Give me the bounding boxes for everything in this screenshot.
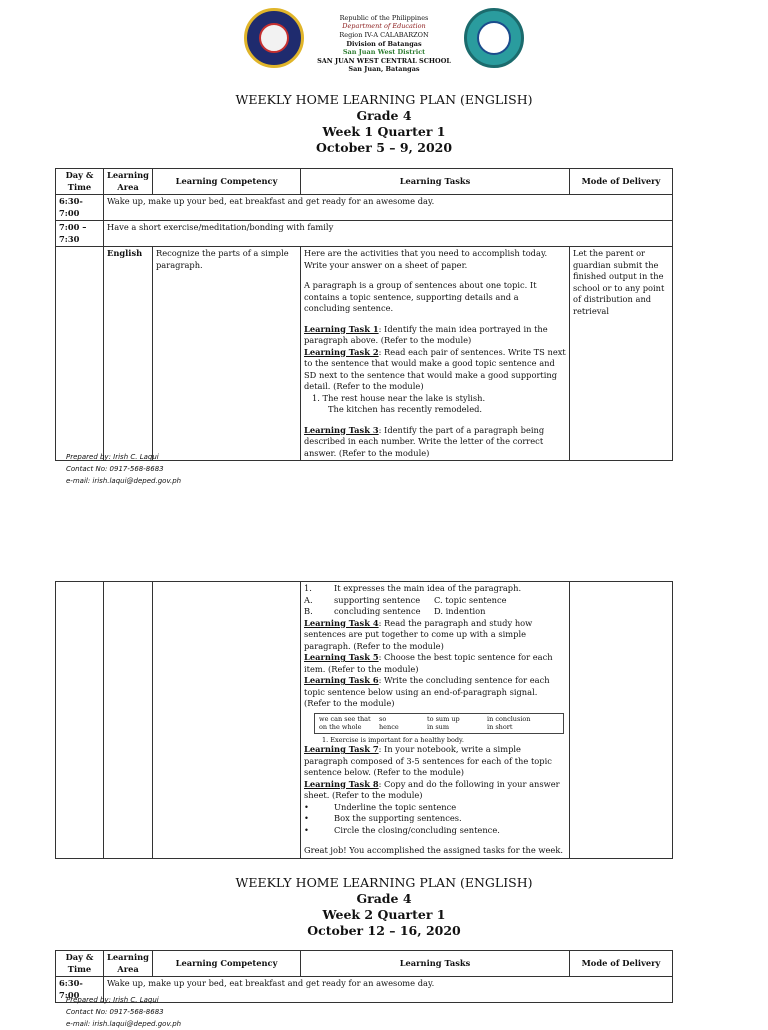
header-tasks: Learning Tasks [301,951,570,977]
deped-seal-icon [244,8,304,68]
task-4: Learning Task 4: Read the paragraph and study how sentences are put together to come up with a simple paragraph. (Refer to the module) [304,617,533,651]
header-competency: Learning Competency [153,169,301,195]
learning-tasks-continued [301,582,570,859]
choice-row-2: B. concluding sentence D. indention [304,606,486,616]
footer-contact: Contact No: 0917-568-8683 [66,465,164,473]
task-6: Learning Task 6: Write the concluding sentence for each topic sentence below using an end-of-paragraph signal. (Refer to the module) [304,675,550,708]
header-competency: Learning Competency [153,951,301,977]
empty-cell [570,582,673,859]
task-8: Learning Task 8: Copy and do the following in your answer sheet. (Refer to the module) [304,778,560,800]
table-header-row [56,951,673,977]
bullet-icon: • [304,813,309,823]
bullet-item: • Box the supporting sentences. [304,813,462,823]
letterhead-school: SAN JUAN WEST CENTRAL SCHOOL [317,57,451,65]
bullet-item: • Circle the closing/concluding sentence. [304,824,500,835]
row-activity: Have a short exercise/meditation/bonding with family [104,221,673,247]
tasks-intro: Here are the activities that you need to accomplish today. Write your answer on a sheet of paper. [304,248,548,270]
task-2-label: Learning Task 2 [304,346,379,357]
task-2-item-b: The kitchen has recently remodeled. [328,404,483,414]
row-activity: Wake up, make up your bed, eat breakfast and get ready for an awesome day. [104,977,673,1003]
table-row [56,221,673,247]
task-2-text: : Read each pair of sentences. Write TS next to the sentence that would make a good topic sentence and SD next to the sentence that would make a good supporting detail. (Refer to the module) [304,346,566,391]
empty-cell [153,582,301,859]
plan2-week: Week 2 Quarter 1 [322,907,446,922]
row-time: 7:00 – 7:30 [56,221,104,247]
choice-row-1: A. supporting sentence C. topic sentence [304,594,507,605]
header-area: Learning Area [104,169,153,195]
bullet-icon: • [304,824,309,835]
task-1 [304,324,566,347]
question-1: 1. It expresses the main idea of the paragraph. [304,583,522,593]
table-row [56,195,673,221]
plan1-table-continued [55,581,673,859]
table-row-english [56,247,673,461]
closing-message: Great job! You accomplished the assigned tasks for the week. [304,845,563,855]
task-5: Learning Task 5: Choose the best topic sentence for each item. (Refer to the module) [304,652,553,674]
task-2 [304,347,566,393]
bullet-item: • Underline the topic sentence [304,801,457,812]
task-3-text: : Identify the part of a paragraph being described in each number. Write the letter of the correct answer. (Refer to the module) [304,424,545,458]
learning-area: English [104,247,153,461]
learning-competency: Recognize the parts of a simple paragraph. [153,247,301,461]
letterhead-address: San Juan, Batangas [348,65,420,73]
footer-prepared-by: Prepared by: Irish C. Laqui [66,453,159,461]
plan1-week: Week 1 Quarter 1 [322,124,446,139]
empty-cell [56,247,104,461]
exercise-item: 1. Exercise is important for a healthy body. [322,735,464,744]
footer-contact: Contact No: 0917-568-8683 [66,1008,164,1016]
header-day: Day & Time [56,169,104,195]
row-activity: Wake up, make up your bed, eat breakfast and get ready for an awesome day. [104,195,673,221]
header-tasks: Learning Tasks [301,169,570,195]
task-3 [304,425,566,460]
table-header-row [56,169,673,195]
plan2-dates: October 12 – 16, 2020 [307,923,461,938]
header-mode: Mode of Delivery [570,169,673,195]
letterhead-region: Region IV-A CALABARZON [339,31,429,39]
empty-cell [56,582,104,859]
header-mode: Mode of Delivery [570,951,673,977]
signal-words-box: we can see that so to sum up in conclusion on the whole hence in sum in short [314,713,564,734]
empty-cell [104,582,153,859]
footer-email: e-mail: irish.laqui@deped.gov.ph [66,1020,182,1028]
letterhead-district: San Juan West District [342,48,426,56]
plan1-table [55,168,673,461]
letterhead-republic: Republic of the Philippines [339,14,429,22]
task-1-text: : Identify the main idea portrayed in the paragraph above. (Refer to the module) [304,323,548,345]
header-area: Learning Area [104,951,153,977]
table-row [56,582,673,859]
task-7: Learning Task 7: In your notebook, write a simple paragraph composed of 3-5 sentences for each of the topic sentence below. (Refer to the module) [304,744,552,777]
school-seal-icon [464,8,524,68]
plan2-grade: Grade 4 [356,891,412,906]
bullet-icon: • [304,801,309,812]
letterhead-division: Division of Batangas [346,40,422,48]
task-3-label: Learning Task 3 [304,424,379,435]
plan2-title: WEEKLY HOME LEARNING PLAN (ENGLISH) [235,875,533,890]
task-1-label: Learning Task 1 [304,323,379,334]
tasks-definition: A paragraph is a group of sentences about one topic. It contains a topic sentence, supporting details and a concluding sentence. [304,280,537,313]
plan1-grade: Grade 4 [356,108,412,123]
plan1-title: WEEKLY HOME LEARNING PLAN (ENGLISH) [235,92,533,107]
footer-prepared-by: Prepared by: Irish C. Laqui [66,996,159,1004]
header-day: Day & Time [56,951,104,977]
task-2-item: 1. The rest house near the lake is stylish. [312,392,486,403]
row-time: 6:30-7:00 [56,977,104,1003]
row-time: 6:30-7:00 [56,195,104,221]
letterhead-deped: Department of Education [342,22,426,30]
footer-email: e-mail: irish.laqui@deped.gov.ph [66,477,182,485]
learning-tasks [301,247,570,461]
plan1-dates: October 5 – 9, 2020 [315,140,453,155]
mode-of-delivery: Let the parent or guardian submit the finished output in the school or to any point of distribution and retrieval [570,247,673,461]
